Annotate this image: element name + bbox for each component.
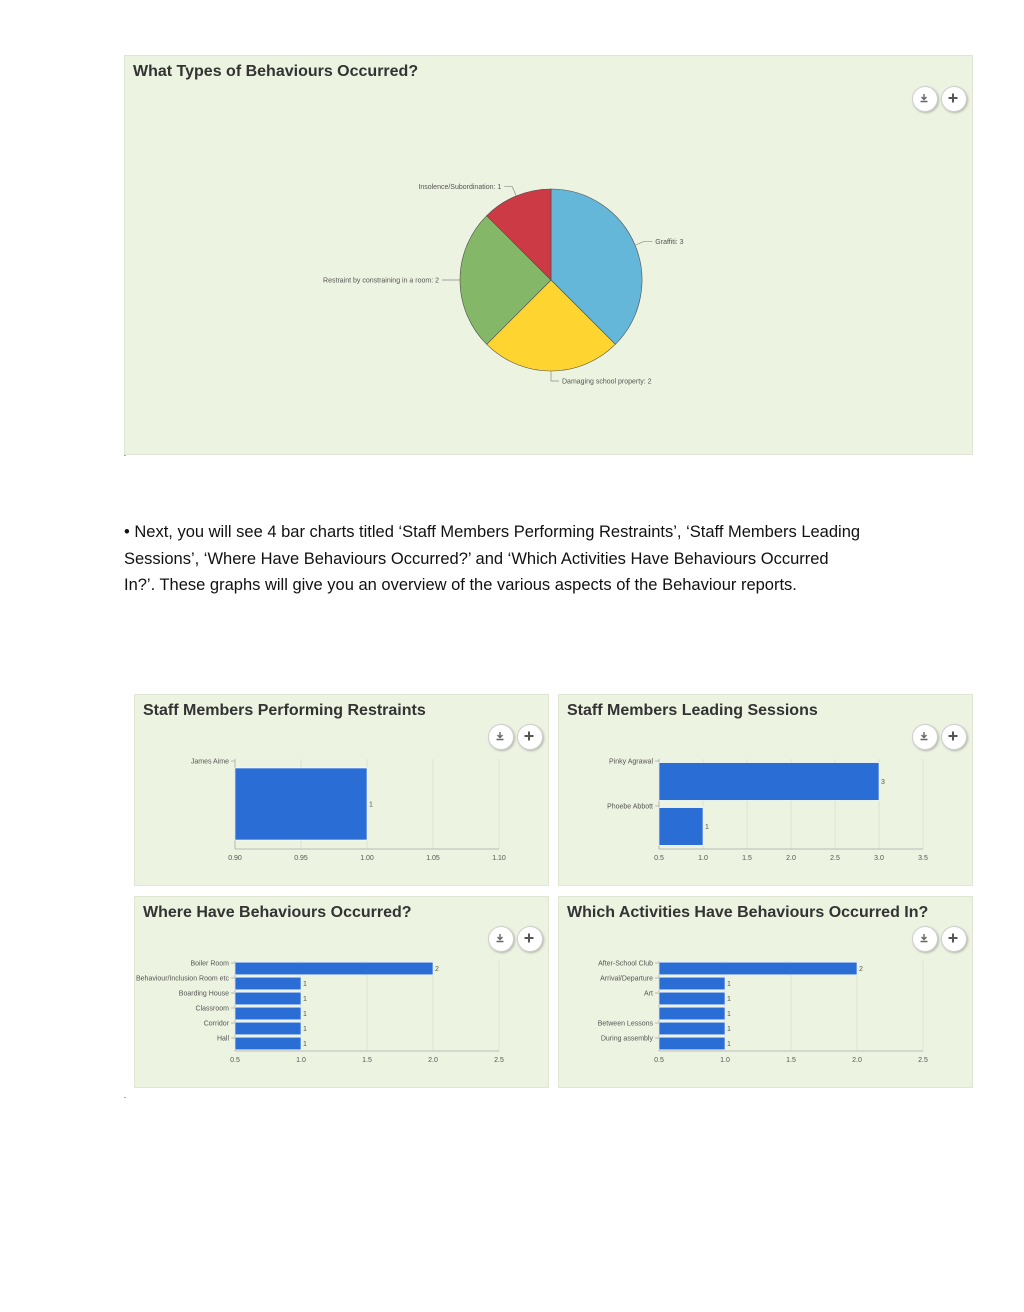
bar-chart — [135, 897, 550, 1089]
bar-value-label: 1 — [369, 801, 373, 809]
pie-label-connector — [551, 371, 559, 381]
x-tick-label: 2.0 — [786, 855, 796, 862]
bar-value-label: 1 — [705, 824, 709, 831]
bar[interactable] — [235, 1022, 301, 1035]
bar[interactable] — [659, 1022, 725, 1035]
bar-value-label: 1 — [727, 1026, 731, 1033]
x-tick-label: 3.0 — [874, 855, 884, 862]
bar-chart — [559, 897, 974, 1089]
bar-value-label: 1 — [303, 1041, 307, 1048]
pie-chart-title: What Types of Behaviours Occurred? — [133, 63, 419, 80]
bar-value-label: 1 — [727, 1041, 731, 1048]
category-label: After-School Club — [598, 960, 653, 968]
pie-label-connector — [504, 187, 516, 196]
bar-chart-title: Staff Members Performing Restraints — [143, 702, 426, 719]
bar[interactable] — [235, 977, 301, 990]
pie-data-label: Restraint by constraining in a room: 2 — [323, 277, 439, 285]
bar-chart-title: Where Have Behaviours Occurred? — [143, 904, 412, 921]
bar-value-label: 2 — [435, 966, 439, 973]
bar[interactable] — [235, 768, 367, 840]
category-label: Corridor — [203, 1020, 229, 1028]
x-tick-label: 1.5 — [786, 1057, 796, 1064]
x-tick-label: 2.5 — [918, 1057, 928, 1064]
bar[interactable] — [235, 992, 301, 1005]
bar-chart — [559, 695, 974, 887]
bar-chart-panel-staff-restraints — [134, 694, 549, 886]
category-label: Boarding House — [178, 990, 229, 998]
pie-data-label: Insolence/Subordination: 1 — [418, 184, 502, 192]
bar[interactable] — [659, 1037, 725, 1050]
bar-chart-title: Which Activities Have Behaviours Occurred In? — [567, 904, 929, 921]
x-tick-label: 1.0 — [698, 855, 708, 862]
bar[interactable] — [659, 763, 879, 801]
category-label: Art — [644, 990, 653, 998]
x-tick-label: 2.0 — [852, 1057, 862, 1064]
pie-chart-panel — [124, 55, 973, 455]
pie-data-label: Damaging school property: 2 — [562, 378, 652, 386]
x-tick-label: 1.5 — [742, 855, 752, 862]
pie-data-label: Graffiti: 3 — [655, 238, 684, 246]
x-tick-label: 2.0 — [428, 1057, 438, 1064]
bar[interactable] — [235, 1007, 301, 1020]
bar-value-label: 1 — [727, 996, 731, 1003]
category-label: Phoebe Abbott — [607, 803, 653, 811]
bar[interactable] — [659, 1007, 725, 1020]
x-tick-label: 3.5 — [918, 855, 928, 862]
bar-chart-panel-activities — [558, 896, 973, 1088]
category-label: Classroom — [195, 1005, 229, 1013]
bar[interactable] — [235, 1037, 301, 1050]
bar-chart — [135, 695, 550, 887]
category-label: Between Lessons — [597, 1020, 653, 1028]
bar-chart-panel-locations — [134, 896, 549, 1088]
x-tick-label: 0.5 — [654, 855, 664, 862]
x-tick-label: 2.5 — [830, 855, 840, 862]
bar-value-label: 1 — [303, 981, 307, 988]
bar-chart-title: Staff Members Leading Sessions — [567, 702, 818, 719]
bar[interactable] — [659, 962, 857, 975]
category-label: Arrival/Departure — [600, 975, 653, 983]
bar[interactable] — [235, 962, 433, 975]
category-label: Boiler Room — [190, 960, 229, 968]
pie-chart — [125, 56, 974, 456]
pie-label-connector — [635, 241, 652, 245]
x-tick-label: 1.10 — [492, 855, 506, 862]
category-label: Hall — [216, 1035, 229, 1043]
category-label: James Aime — [190, 758, 229, 766]
x-tick-label: 0.5 — [230, 1057, 240, 1064]
category-label: During assembly — [600, 1035, 653, 1043]
bar[interactable] — [659, 992, 725, 1005]
bar-value-label: 3 — [881, 779, 885, 786]
x-tick-label: 0.95 — [294, 855, 308, 862]
x-tick-label: 2.5 — [494, 1057, 504, 1064]
bar-value-label: 1 — [303, 1011, 307, 1018]
category-label: Pinky Agrawal — [609, 758, 653, 766]
x-tick-label: 1.05 — [426, 855, 440, 862]
bar-value-label: 1 — [727, 1011, 731, 1018]
separator-mark — [124, 1097, 126, 1098]
bar-value-label: 1 — [303, 1026, 307, 1033]
x-tick-label: 1.0 — [296, 1057, 306, 1064]
bar[interactable] — [659, 977, 725, 990]
bar-value-label: 2 — [859, 966, 863, 973]
x-tick-label: 0.90 — [228, 855, 242, 862]
separator-mark — [124, 455, 126, 456]
x-tick-label: 1.0 — [720, 1057, 730, 1064]
intro-paragraph: • Next, you will see 4 bar charts titled ‘Staff Members Performing Restraints’, ‘Staff Members Leading Sessions’, ‘Where Have Behaviours Occurred?’ and ‘Which Activities Have Behaviours Occurred In?’. These graphs will give you an overview of the various aspects of the Behaviour reports. — [124, 523, 861, 594]
bar-value-label: 1 — [727, 981, 731, 988]
x-tick-label: 1.00 — [360, 855, 374, 862]
bar-chart-panel-staff-sessions — [558, 694, 973, 886]
x-tick-label: 0.5 — [654, 1057, 664, 1064]
bar[interactable] — [659, 808, 703, 846]
category-label: Behaviour/Inclusion Room etc — [136, 975, 229, 983]
x-tick-label: 1.5 — [362, 1057, 372, 1064]
bar-value-label: 1 — [303, 996, 307, 1003]
